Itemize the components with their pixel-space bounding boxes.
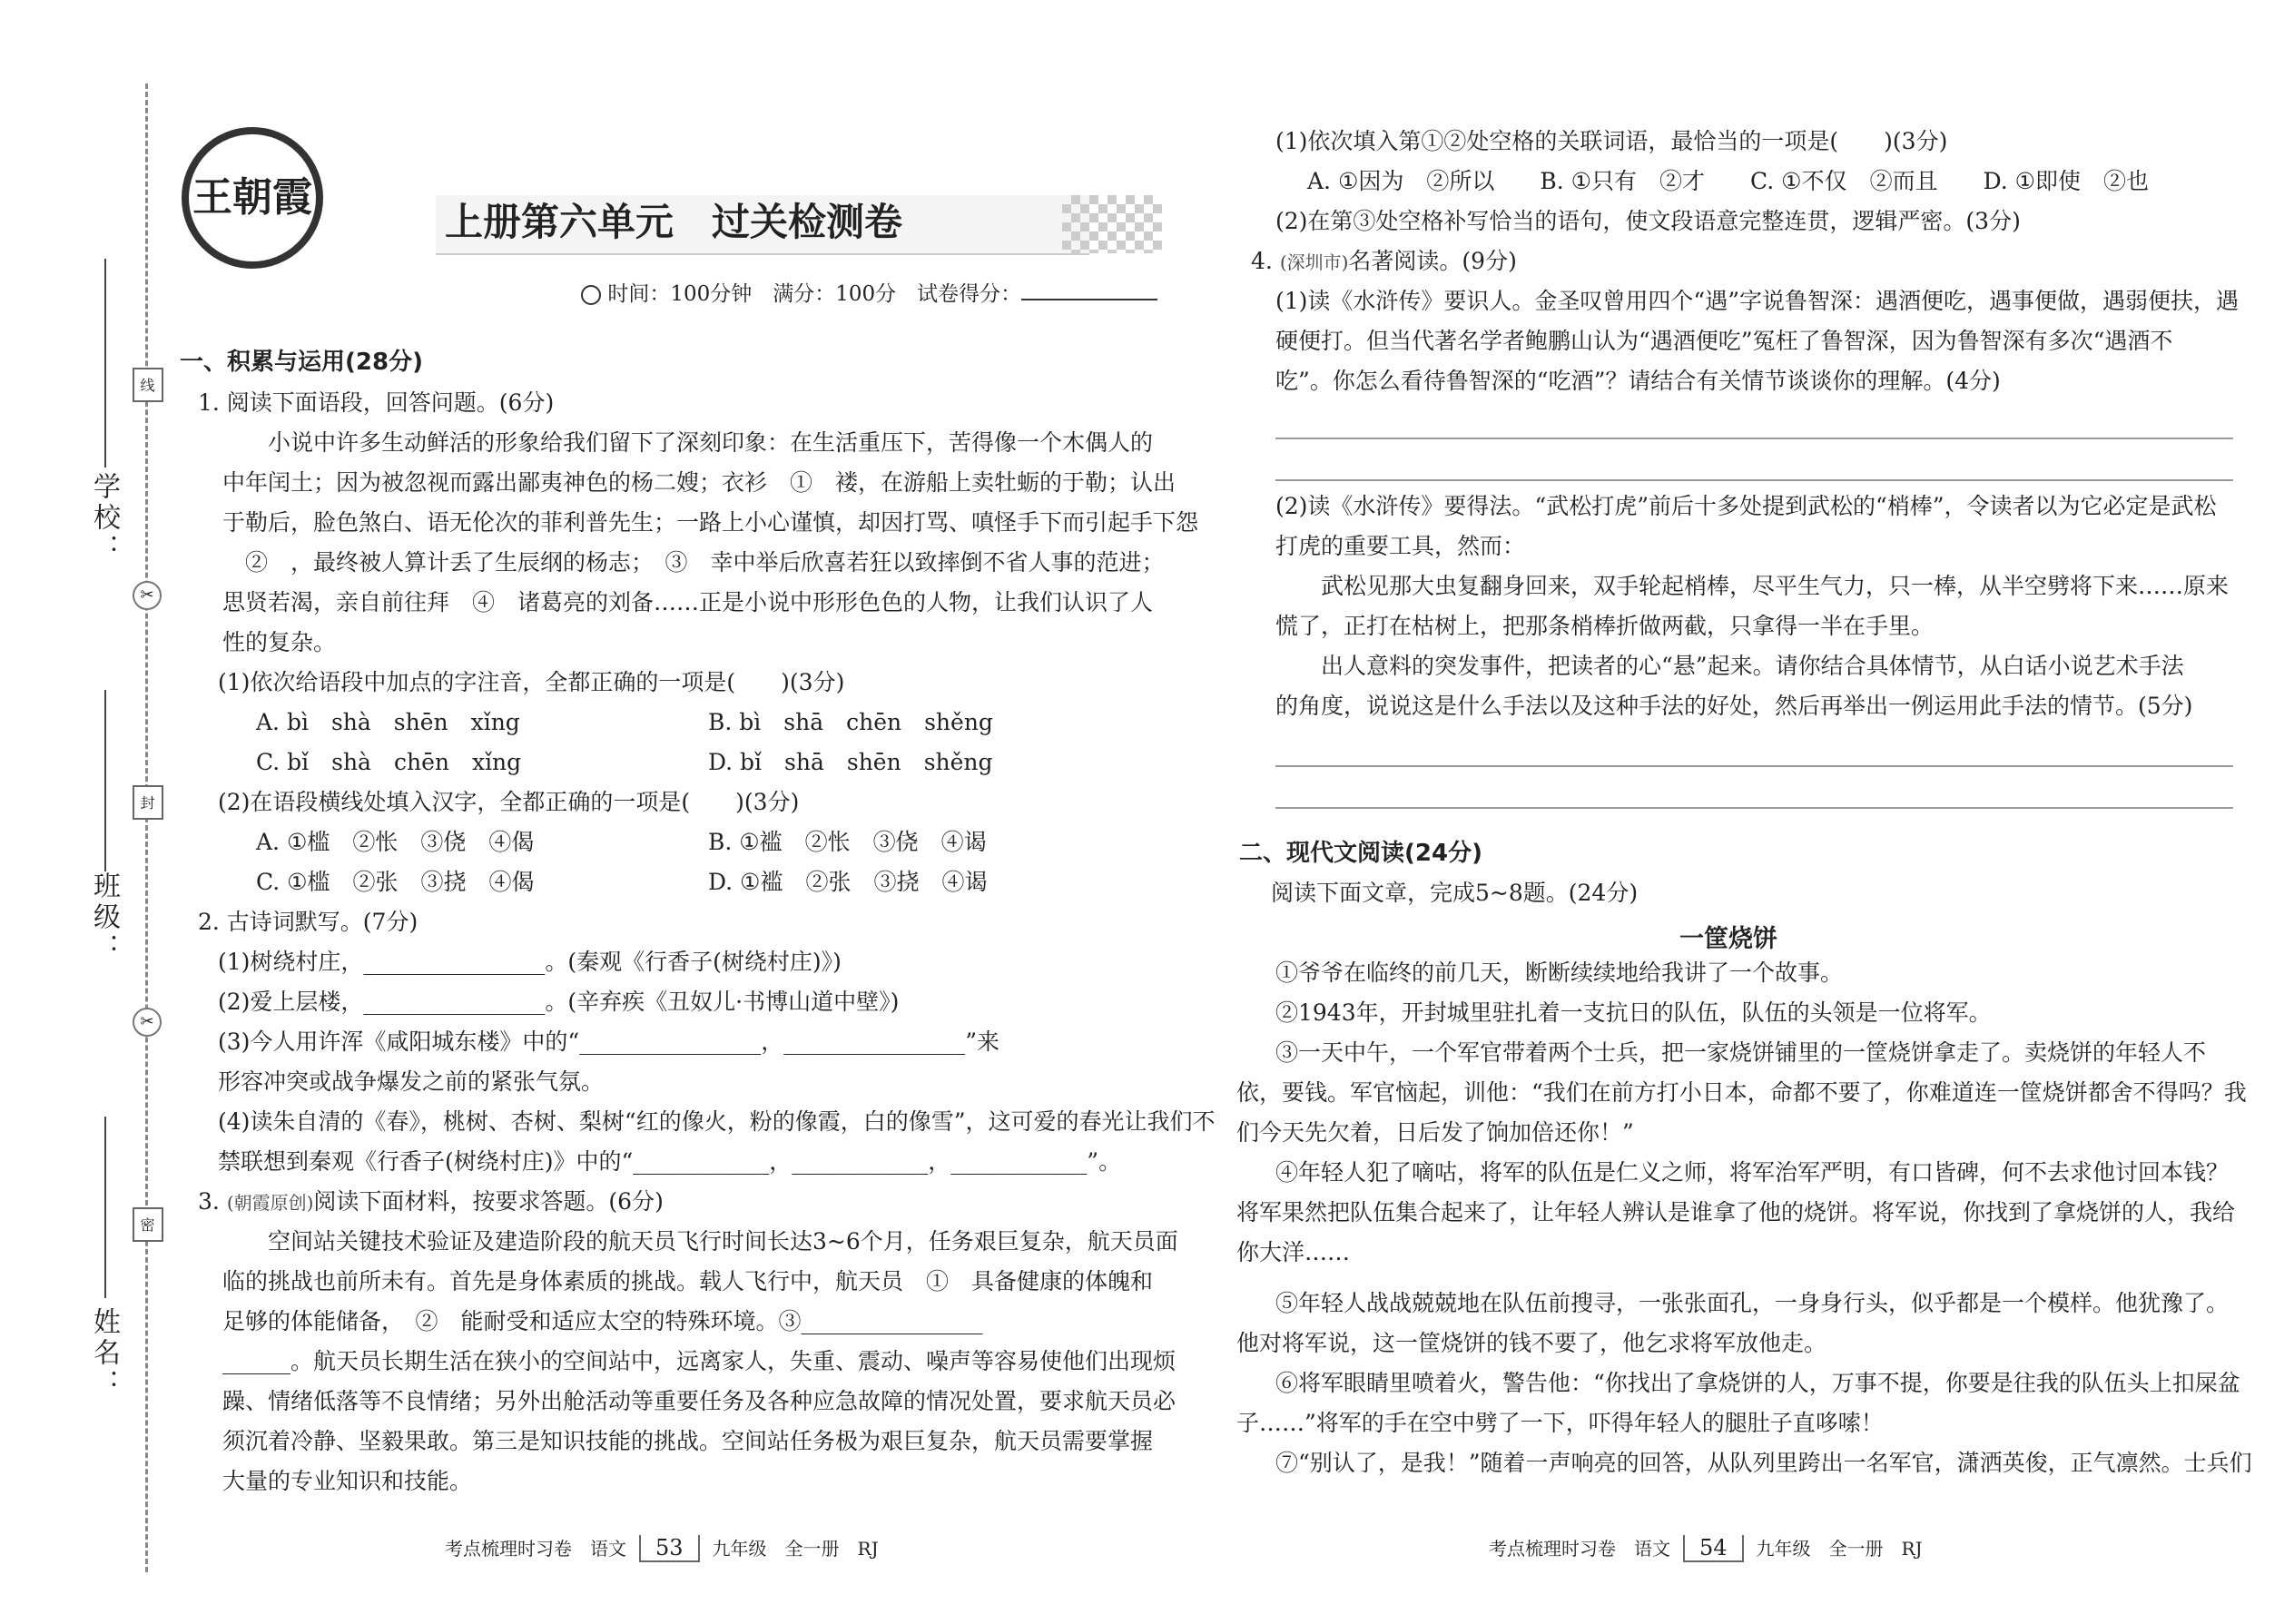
quote-line: 慌了，正打在枯树上，把那条梢棒折做两截，只拿得一半在手里。 (1275, 613, 1935, 639)
school-label: 学校： (88, 472, 120, 565)
score-blank (1021, 299, 1157, 300)
text-line: 的角度，说说这是什么手法以及这种手法的好处，然后再举出一例运用此手法的情节。(5分) (1275, 693, 2193, 719)
class-label: 班级： (88, 871, 120, 964)
options-row: A. ①因为 ②所以 B. ①只有 ②才 C. ①不仅 ②而且 D. ①即使 ②也 (1307, 168, 2150, 194)
name-fill-line (104, 1117, 106, 1298)
option-a: A. ①槛 ②怅 ③侥 ④偈 (256, 829, 535, 855)
text-line: 中年闰土；因为被忽视而露出鄙夷神色的杨二嫂；衣衫 ① 褛，在游船上卖牡蛎的于勒；认出 (222, 469, 1177, 496)
paragraph: ①爷爷在临终的前几天，断断续续地给我讲了一个故事。 (1275, 960, 1844, 986)
paragraph: ⑦“别认了，是我！”随着一声响亮的回答，从队列里跨出一名军官，潇洒英俊，正气凛然。士兵们 (1275, 1450, 2252, 1476)
class-fill-line (104, 690, 106, 871)
text-line: ② ，最终被人算计丢了生辰纲的杨志； ③ 幸中举后欣喜若狂以致摔倒不省人事的范进； (222, 549, 1165, 576)
option-c: C. bǐ shà chēn xǐng (256, 749, 522, 775)
option-b: B. bì shā chēn shěng (708, 709, 993, 735)
paragraph: ③一天中午，一个军官带着两个士兵，把一家烧饼铺里的一筐烧饼拿走了。卖烧饼的年轻人不 (1275, 1039, 2207, 1066)
text-line: 临的挑战也前所未有。首先是身体素质的挑战。载人飞行中，航天员 ① 具备健康的体魄和 (222, 1268, 1154, 1294)
paragraph: ④年轻人犯了嘀咕，将军的队伍是仁义之师，将军治军严明，有口皆碑，何不去求他讨回本钱？ (1275, 1159, 2230, 1186)
reading-intro: 阅读下面文章，完成5~8题。(24分) (1271, 880, 1639, 906)
seal-mark-2: 封 (133, 785, 163, 820)
question-3: 3. (朝霞原创)阅读下面材料，按要求答题。(6分) (198, 1188, 664, 1215)
footer-label: 考点梳理时习卷 语文 (445, 1538, 626, 1560)
sub-question: (1)依次给语段中加点的字注音，全都正确的一项是( )(3分) (218, 669, 845, 695)
text-line: 形容冲突或战争爆发之前的紧张气氛。 (218, 1068, 605, 1095)
option-d: D. ①褴 ②张 ③挠 ④谒 (708, 869, 988, 895)
page-number: 53 (639, 1535, 700, 1562)
text-line: 打虎的重要工具，然而： (1275, 533, 1526, 559)
text-line: 硬便打。但当代著名学者鲍鹏山认为“遇酒便吃”冤枉了鲁智深，因为鲁智深有多次“遇酒不 (1275, 328, 2173, 354)
question-4-text: 名著阅读。(9分) (1348, 248, 1517, 274)
answer-line (1275, 765, 2233, 767)
section-heading: 二、现代文阅读(24分) (1239, 840, 1482, 867)
text-line: 性的复杂。 (222, 629, 337, 655)
page-footer (1489, 1534, 1923, 1562)
paragraph: 他对将军说，这一筐烧饼的钱不要了，他乞求将军放他走。 (1236, 1330, 1827, 1356)
text-line: 空间站关键技术验证及建造阶段的航天员飞行时间长达3~6个月，任务艰巨复杂，航天员面 (268, 1228, 1178, 1255)
answer-line (1275, 807, 2233, 809)
paragraph: 们今天先欠着，日后发了饷加倍还你！” (1236, 1119, 1634, 1146)
question-4: 4. (深圳市)名著阅读。(9分) (1251, 248, 1517, 274)
poem-blank: (3)今人用许浑《咸阳城东楼》中的“________________，________________”来 (218, 1029, 999, 1055)
right-page (1216, 0, 2252, 1624)
text-line: 于勒后，脸色煞白、语无伦次的菲利普先生；一路上小心谨慎，却因打骂、嗔怪手下而引起手下怨 (222, 509, 1199, 536)
paragraph: ⑥将军眼睛里喷着火，警告他：“你找出了拿烧饼的人，万事不提，你要是往我的队伍头上扣屎盆 (1275, 1370, 2240, 1396)
sub-question: (2)在语段横线处填入汉字，全都正确的一项是( )(3分) (218, 789, 800, 815)
source-tag: (朝霞原创) (226, 1192, 314, 1214)
paragraph: 将军果然把队伍集合起来了，让年轻人辨认是谁拿了他的烧饼。将军说，你找到了拿烧饼的人，我给 (1236, 1199, 2236, 1225)
brand-logo: 王朝霞 (182, 127, 323, 269)
option-c: C. ①槛 ②张 ③挠 ④偈 (256, 869, 535, 895)
page-title: 上册第六单元 过关检测卷 (445, 200, 903, 244)
text-line: (1)读《水浒传》要识人。金圣叹曾用四个“遇”字说鲁智深：遇酒便吃，遇事便做，遇弱便扶，遇 (1275, 288, 2239, 314)
footer-grade: 九年级 全一册 RJ (1756, 1538, 1923, 1560)
option-b: B. ①褴 ②怅 ③侥 ④谒 (708, 829, 987, 855)
text-line: 躁、情绪低落等不良情绪；另外出舱活动等重要任务及各种应急故障的情况处置，要求航天员必 (222, 1388, 1177, 1414)
sub-question: (2)在第③处空格补写恰当的语句，使文段语意完整连贯，逻辑严密。(3分) (1275, 208, 2021, 234)
text-line: 思贤若渴，亲自前往拜 ④ 诸葛亮的刘备……正是小说中形形色色的人物，让我们认识了人 (222, 589, 1154, 615)
scissors-icon: ✂ (133, 581, 162, 610)
section-heading: 一、积累与运用(28分) (180, 349, 423, 376)
text-line: 须沉着冷静、坚毅果敢。第三是知识技能的挑战。空间站任务极为艰巨复杂，航天员需要掌握 (222, 1428, 1154, 1454)
seal-mark-3: 密 (133, 1207, 163, 1242)
option-a: A. bì shà shēn xǐng (256, 709, 520, 735)
exam-meta (581, 280, 1157, 309)
text-line: 吃”。你怎么看待鲁智深的“吃酒”？请结合有关情节谈谈你的理解。(4分) (1275, 368, 2001, 394)
cut-line (145, 84, 148, 1572)
left-page (172, 0, 1216, 1624)
answer-line (1275, 438, 2233, 439)
paragraph: 你大洋…… (1236, 1239, 1351, 1265)
quote-line: 武松见那大虫复翻身回来，双手轮起梢棒，尽平生气力，只一棒，从半空劈将下来……原来 (1321, 573, 2230, 599)
question-1: 1. 阅读下面语段，回答问题。(6分) (198, 389, 555, 416)
text-line: 足够的体能储备， ② 能耐受和适应太空的特殊环境。③________________ (222, 1308, 983, 1334)
exam-meta-text: 时间：100分钟 满分：100分 试卷得分： (607, 282, 1022, 306)
sub-question: (1)依次填入第①②处空格的关联词语，最恰当的一项是( )(3分) (1275, 128, 1948, 154)
binding-margin (0, 0, 163, 1624)
paragraph: 依，要钱。军官恼起，训他：“我们在前方打小日本，命都不要了，你难道连一筐烧饼都舍不得吗？我 (1236, 1079, 2247, 1106)
option-d: D. bǐ shā shēn shěng (708, 749, 993, 775)
page-number: 54 (1683, 1535, 1744, 1562)
name-label: 姓名： (88, 1307, 120, 1400)
text-line: 大量的专业知识和技能。 (222, 1468, 473, 1494)
school-fill-line (104, 259, 106, 468)
poem-blank: (4)读朱自清的《春》，桃树、杏树、梨树“红的像火，粉的像霞，白的像雪”，这可爱的春光让我们不 (218, 1108, 1216, 1135)
page-footer (445, 1534, 879, 1562)
checker-decoration (1062, 195, 1162, 253)
text-line: 小说中许多生动鲜活的形象给我们留下了深刻印象：在生活重压下，苦得像一个木偶人的 (268, 429, 1154, 456)
poem-blank: (1)树绕村庄，________________。(秦观《行香子(树绕村庄)》) (218, 949, 842, 975)
text-line: 出人意料的突发事件，把读者的心“悬”起来。请你结合具体情节，从白话小说艺术手法 (1321, 653, 2184, 679)
question-2: 2. 古诗词默写。(7分) (198, 909, 418, 935)
footer-grade: 九年级 全一册 RJ (712, 1538, 879, 1560)
scissors-icon: ✂ (133, 1008, 162, 1037)
question-3-text: 阅读下面材料，按要求答题。(6分) (313, 1188, 664, 1215)
text-line: (2)读《水浒传》要得法。“武松打虎”前后十多处提到武松的“梢棒”，令读者以为它必定是武松 (1275, 493, 2217, 519)
paragraph: 子……”将军的手在空中劈了一下，吓得年轻人的腿肚子直哆嗦！ (1236, 1410, 1884, 1436)
footer-label: 考点梳理时习卷 语文 (1489, 1538, 1670, 1560)
seal-mark-1: 线 (133, 368, 163, 402)
paragraph: ②1943年，开封城里驻扎着一支抗日的队伍，队伍的头领是一位将军。 (1275, 999, 1992, 1026)
poem-blank: (2)爱上层楼，________________。(辛弃疾《丑奴儿·书博山道中壁》) (218, 989, 900, 1015)
clock-icon (581, 285, 601, 305)
source-tag: (深圳市) (1279, 251, 1349, 273)
text-line: 禁联想到秦观《行香子(树绕村庄)》中的“____________，____________，____________”。 (218, 1148, 1122, 1175)
paragraph: ⑤年轻人战战兢兢地在队伍前搜寻，一张张面孔，一身身行头，似乎都是一个模样。他犹豫了。 (1275, 1290, 2230, 1316)
story-title: 一筐烧饼 (1679, 925, 1777, 953)
text-line: ______。航天员长期生活在狭小的空间站中，远离家人，失重、震动、噪声等容易使他们出现烦 (222, 1348, 1177, 1374)
answer-line (1275, 479, 2233, 481)
